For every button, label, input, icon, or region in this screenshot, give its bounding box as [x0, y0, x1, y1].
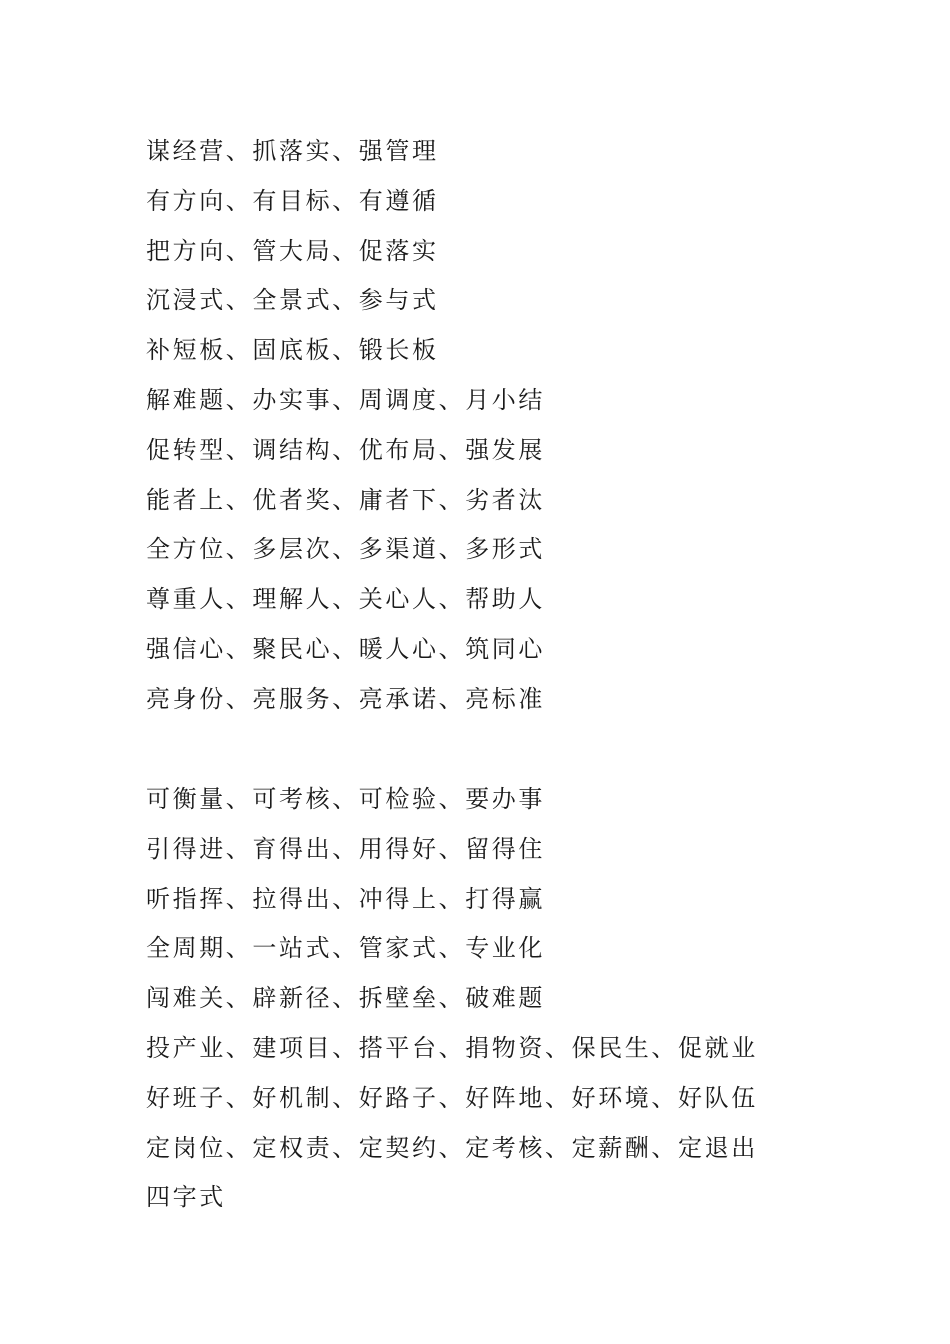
phrase-line: 有方向、有目标、有遵循 — [146, 186, 439, 215]
phrase-line: 定岗位、定权责、定契约、定考核、定薪酬、定退出 — [146, 1133, 758, 1162]
phrase-line: 能者上、优者奖、庸者下、劣者汰 — [146, 485, 545, 514]
phrase-line: 解难题、办实事、周调度、月小结 — [146, 385, 545, 414]
phrase-list-three-char — [146, 131, 545, 729]
phrase-line: 好班子、好机制、好路子、好阵地、好环境、好队伍 — [146, 1083, 758, 1112]
phrase-line: 引得进、育得出、用得好、留得住 — [146, 834, 545, 863]
section-heading: 四字式 — [146, 1183, 226, 1212]
phrase-line: 促转型、调结构、优布局、强发展 — [146, 435, 545, 464]
phrase-line: 把方向、管大局、促落实 — [146, 236, 439, 265]
phrase-line: 尊重人、理解人、关心人、帮助人 — [146, 585, 545, 614]
phrase-line: 亮身份、亮服务、亮承诺、亮标准 — [146, 684, 545, 713]
phrase-line: 可衡量、可考核、可检验、要办事 — [146, 785, 545, 813]
phrase-line: 沉浸式、全景式、参与式 — [146, 286, 439, 315]
phrase-line: 全周期、一站式、管家式、专业化 — [146, 934, 545, 963]
phrase-line: 谋经营、抓落实、强管理 — [146, 137, 439, 165]
phrase-line: 全方位、多层次、多渠道、多形式 — [146, 535, 545, 564]
phrase-line: 听指挥、拉得出、冲得上、打得赢 — [146, 884, 545, 913]
phrase-list-second-group — [146, 779, 758, 1227]
phrase-line: 闯难关、辟新径、拆壁垒、破难题 — [146, 984, 545, 1013]
phrase-line: 强信心、聚民心、暖人心、筑同心 — [146, 634, 545, 663]
phrase-line: 投产业、建项目、搭平台、捐物资、保民生、促就业 — [146, 1033, 758, 1062]
phrase-line: 补短板、固底板、锻长板 — [146, 336, 439, 365]
